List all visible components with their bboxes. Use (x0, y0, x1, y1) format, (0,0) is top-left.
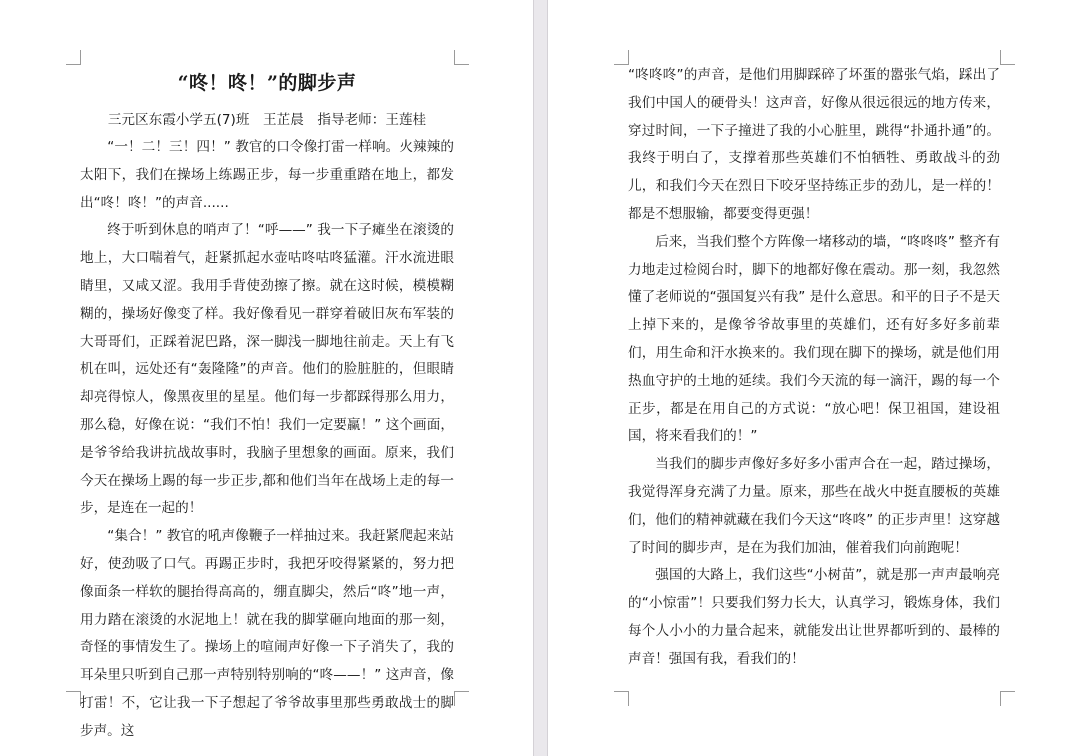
paragraph: “集合！” 教官的吼声像鞭子一样抽过来。我赶紧爬起来站好，使劲吸了口气。再踢正步时，我把牙咬得紧紧的，努力把像面条一样软的腿抬得高高的，绷直脚尖，然后“咚”地一声，用力踏在滚烫的水泥地上！就在我的脚掌砸向地面的那一刻，奇怪的事情发生了。操场上的喧闹声好像一下子消失了，我的耳朵里只听到自己那一声特别特别响的“咚——！” 这声音，像打雷！不，它让我一下子想起了爷爷故事里那些勇敢战士的脚步声。这 (80, 528, 454, 739)
corner-mark-top-left (66, 50, 81, 65)
paragraph: 后来，当我们整个方阵像一堵移动的墙，“咚咚咚” 整齐有力地走过检阅台时，脚下的地都好像在震动。那一刻，我忽然懂了老师说的“强国复兴有我” 是什么意思。和平的日子不是天上掉下来的，是像爷爷故事里的英雄们，还有好多好多前辈们，用生命和汗水换来的。我们现在脚下的操场，就是他们用热血守护的土地的延续。我们今天流的每一滴汗，踢的每一个正步，都是在用自己的方式说：“放心吧！保卫祖国，建设祖国，将来看我们的！” (628, 233, 1000, 445)
document-page-left (0, 0, 533, 756)
corner-mark-bottom-right (454, 691, 469, 706)
paragraph: “一！二！三！四！” 教官的口令像打雷一样响。火辣辣的太阳下，我们在操场上练踢正步，每一步重重踏在地上，都发出“咚！咚！”的声音...... (80, 139, 454, 211)
paragraph-continuation: “咚咚咚”的声音，是他们用脚踩碎了坏蛋的嚣张气焰，踩出了我们中国人的硬骨头！这声音，好像从很远很远的地方传来，穿过时间，一下子撞进了我的小心脏里，跳得“扑通扑通”的。我终于明白了，支撑着那些英雄们不怕牺牲、勇敢战斗的劲儿，和我们今天在烈日下咬牙坚持练正步的劲儿，是一样的！都是不想服输，都要变得更强！ (628, 67, 1000, 222)
paragraph: 终于听到休息的哨声了！“呼——” 我一下子瘫坐在滚烫的地上，大口喘着气，赶紧抓起水壶咕咚咕咚猛灌。汗水流进眼睛里，又咸又涩。我用手背使劲擦了擦。就在这时候，模模糊糊的，操场好像变了样。我好像看见一群穿着破旧灰布军装的大哥哥们，正踩着泥巴路，深一脚浅一脚地往前走。天上有飞机在叫，远处还有“轰隆隆”的声音。他们的脸脏脏的，但眼睛却亮得惊人，像黑夜里的星星。他们每一步都踩得那么用力，那么稳，好像在说：“我们不怕！我们一定要赢！” 这个画面，是爷爷给我讲抗战故事时，我脑子里想象的画面。原来，我们今天在操场上踢的每一步正步,都和他们当年在战场上走的每一步，是连在一起的！ (80, 222, 454, 517)
corner-mark-top-right (454, 50, 469, 65)
left-page-body (80, 134, 454, 746)
paragraph: 强国的大路上，我们这些“小树苗”，就是那一声声最响亮的“小惊雷”！只要我们努力长大，认真学习，锻炼身体，我们每个人小小的力量合起来，就能发出让世界都听到的、最棒的声音！强国有我，看我们的！ (628, 567, 1000, 667)
right-page-body (628, 62, 1000, 674)
corner-mark-top-left (614, 50, 629, 65)
page-gutter (533, 0, 548, 756)
corner-mark-bottom-left (66, 691, 81, 706)
corner-mark-top-right (1000, 50, 1015, 65)
document-page-right (548, 0, 1080, 756)
corner-mark-bottom-right (1000, 691, 1015, 706)
article-byline: 三元区东霞小学五(7)班 王芷晨 指导老师：王莲桂 (107, 112, 427, 128)
corner-mark-bottom-left (614, 691, 629, 706)
article-title: “咚！咚！”的脚步声 (177, 72, 357, 94)
paragraph: 当我们的脚步声像好多好多小雷声合在一起，踏过操场，我觉得浑身充满了力量。原来，那些在战火中挺直腰板的英雄们，他们的精神就藏在我们今天这“咚咚” 的正步声里！这穿越了时间的脚步声，是在为我们加油，催着我们向前跑呢！ (628, 456, 1000, 556)
